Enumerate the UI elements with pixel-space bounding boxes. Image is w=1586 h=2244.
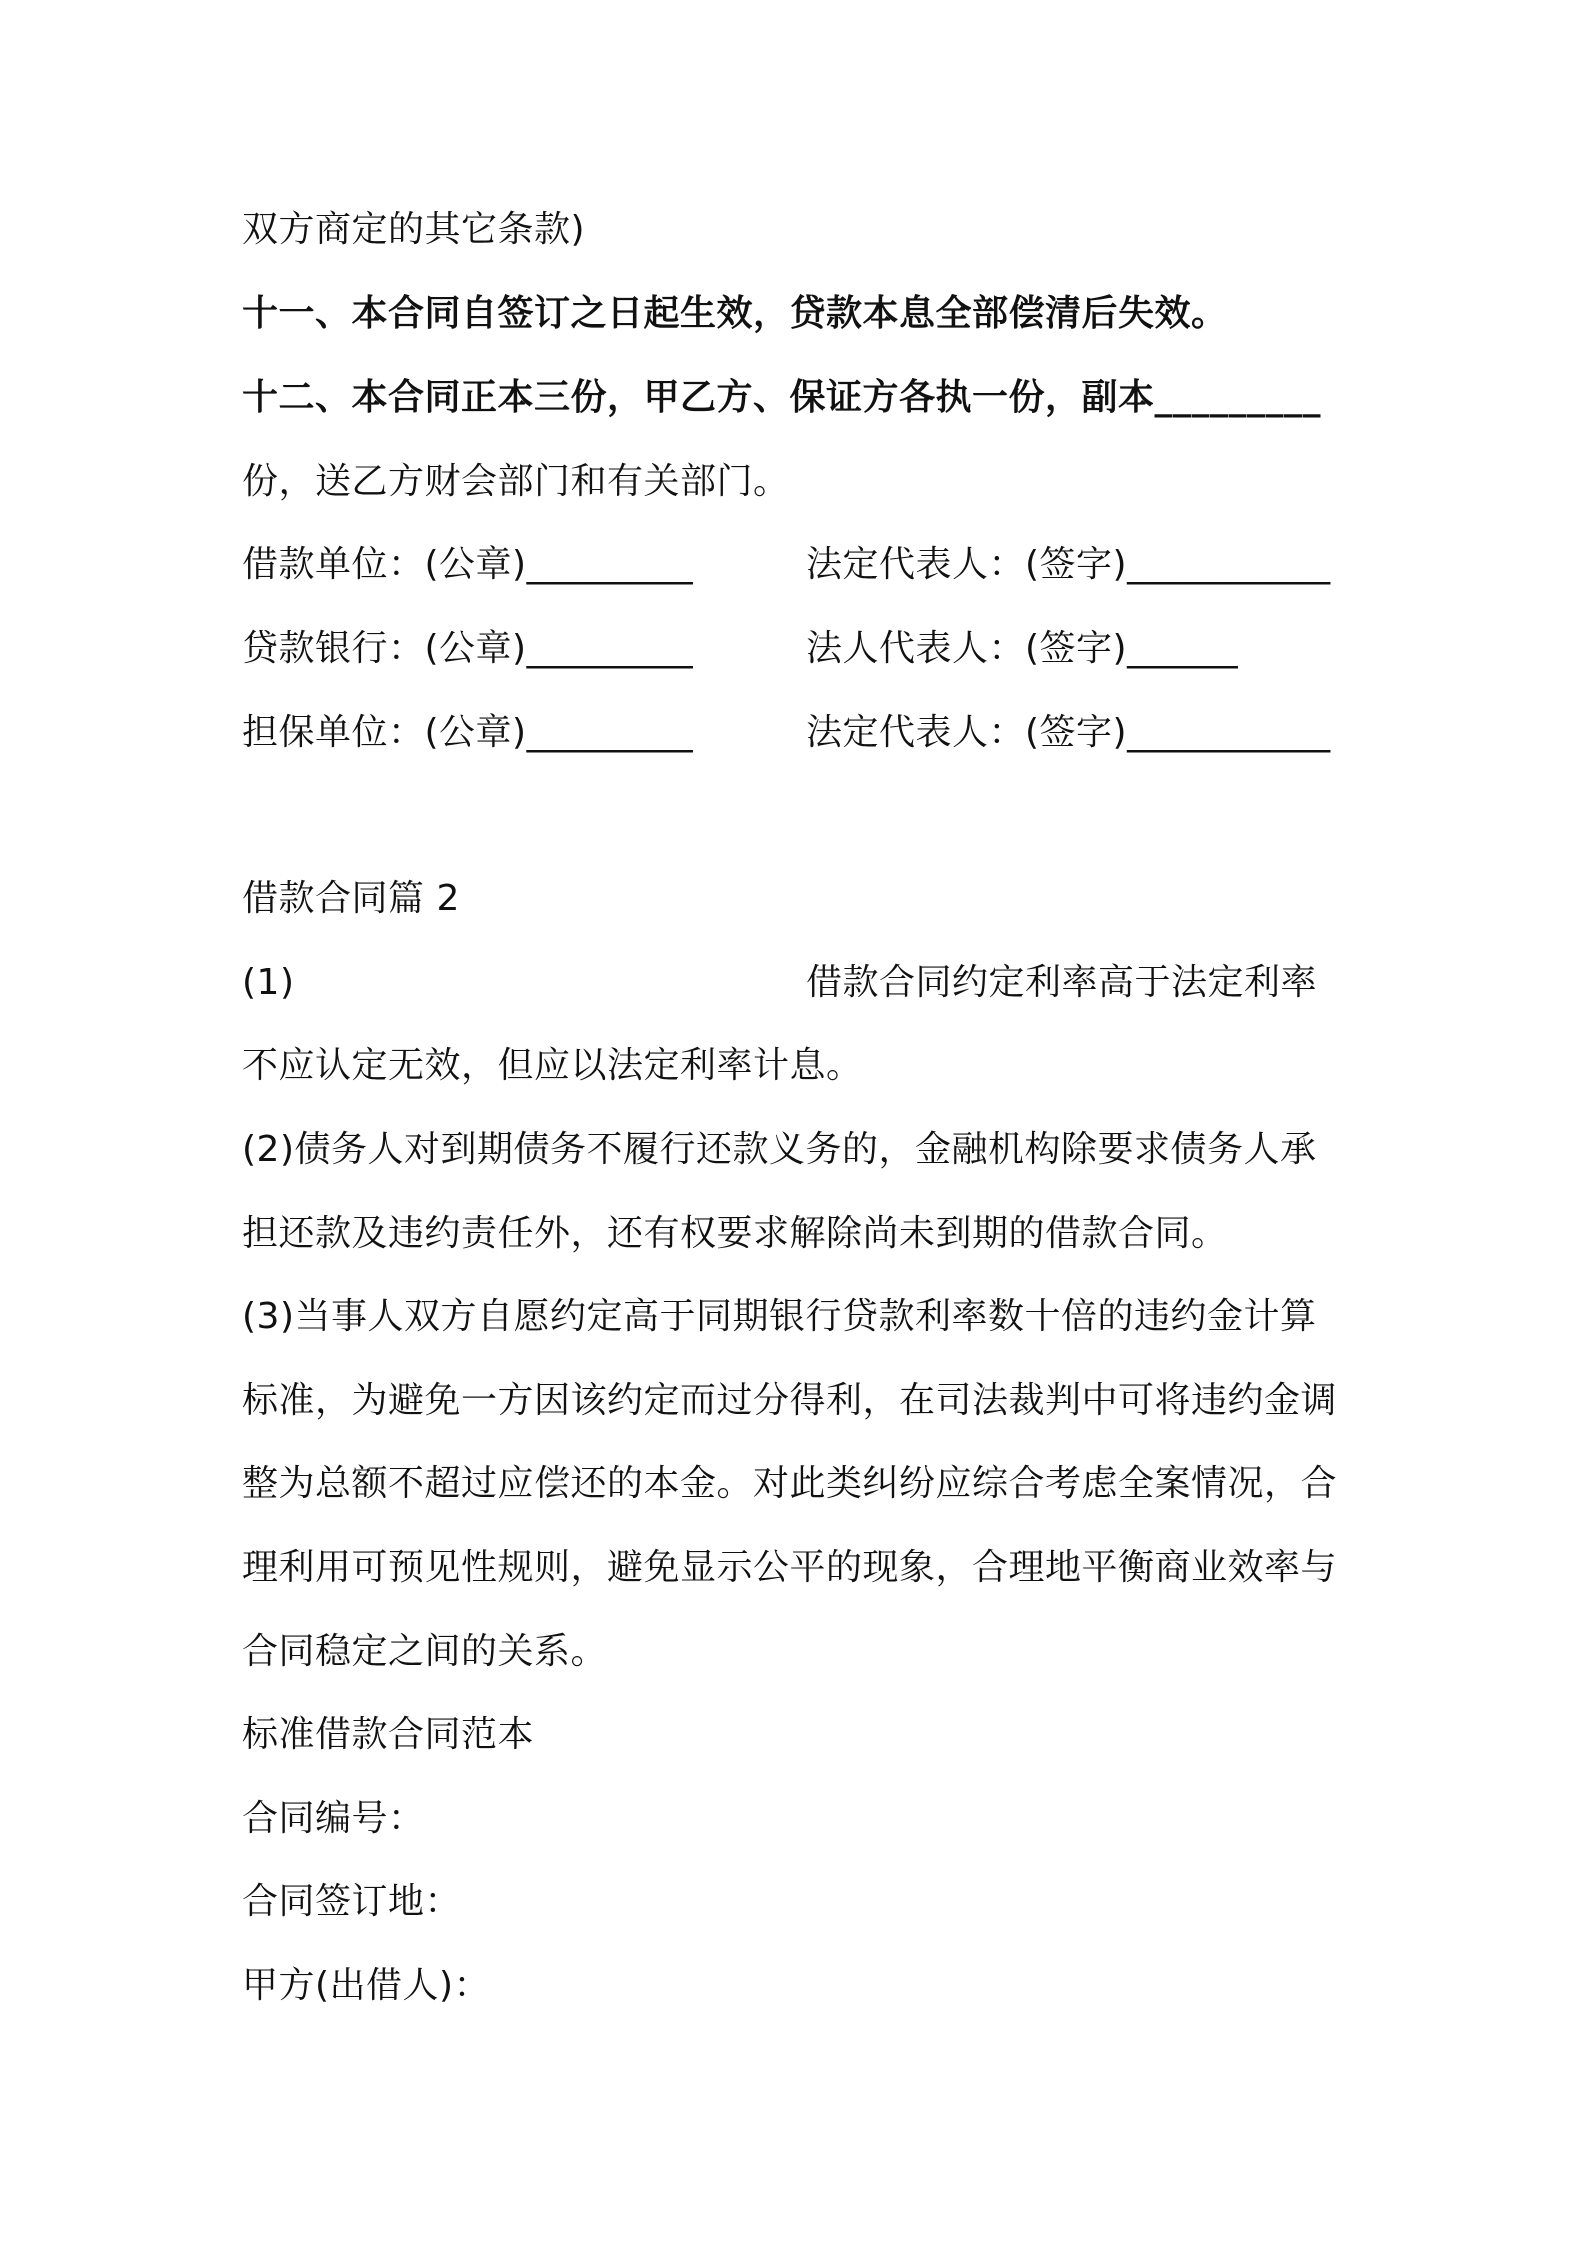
signature-lending-bank: 贷款银行：(公章)_________ [242,628,694,669]
text-line-other-clauses: 双方商定的其它条款) [242,209,586,250]
contract-number-label: 合同编号： [242,1798,425,1839]
clause-12-continued: 份，送乙方财会部门和有关部门。 [242,461,790,502]
clause-12: 十二、本合同正本三份，甲乙方、保证方各执一份，副本_________ [242,377,1322,418]
signature-guarantor: 担保单位：(公章)_________ [242,712,694,753]
item-1-text: 借款合同约定利率高于法定利率 [806,962,1318,1003]
item-3-line-5: 合同稳定之间的关系。 [242,1631,608,1672]
signature-bank-rep: 法人代表人：(签字)______ [806,628,1239,669]
item-2-line-1: (2)债务人对到期债务不履行还款义务的，金融机构除要求债务人承 [242,1129,1317,1170]
clause-11: 十一、本合同自签订之日起生效，贷款本息全部偿清后失效。 [242,293,1228,334]
section-title: 借款合同篇 2 [242,878,460,919]
item-1-number: (1) [242,962,295,1003]
sign-place-label: 合同签订地： [242,1881,462,1922]
party-a-label: 甲方(出借人)： [242,1965,491,2006]
item-3-line-1: (3)当事人双方自愿约定高于同期银行贷款利率数十倍的违约金计算 [242,1296,1317,1337]
signature-borrower: 借款单位：(公章)_________ [242,544,694,585]
item-3-line-2: 标准，为避免一方因该约定而过分得利，在司法裁判中可将违约金调 [242,1380,1338,1421]
item-2-line-2: 担还款及违约责任外，还有权要求解除尚未到期的借款合同。 [242,1213,1228,1254]
template-title: 标准借款合同范本 [242,1714,535,1755]
item-1-continued: 不应认定无效，但应以法定利率计息。 [242,1045,863,1086]
signature-guarantor-rep: 法定代表人：(签字)___________ [806,712,1331,753]
signature-borrower-rep: 法定代表人：(签字)___________ [806,544,1331,585]
item-3-line-4: 理利用可预见性规则，避免显示公平的现象，合理地平衡商业效率与 [242,1547,1338,1588]
item-3-line-3: 整为总额不超过应偿还的本金。对此类纠纷应综合考虑全案情况，合 [242,1463,1338,1504]
